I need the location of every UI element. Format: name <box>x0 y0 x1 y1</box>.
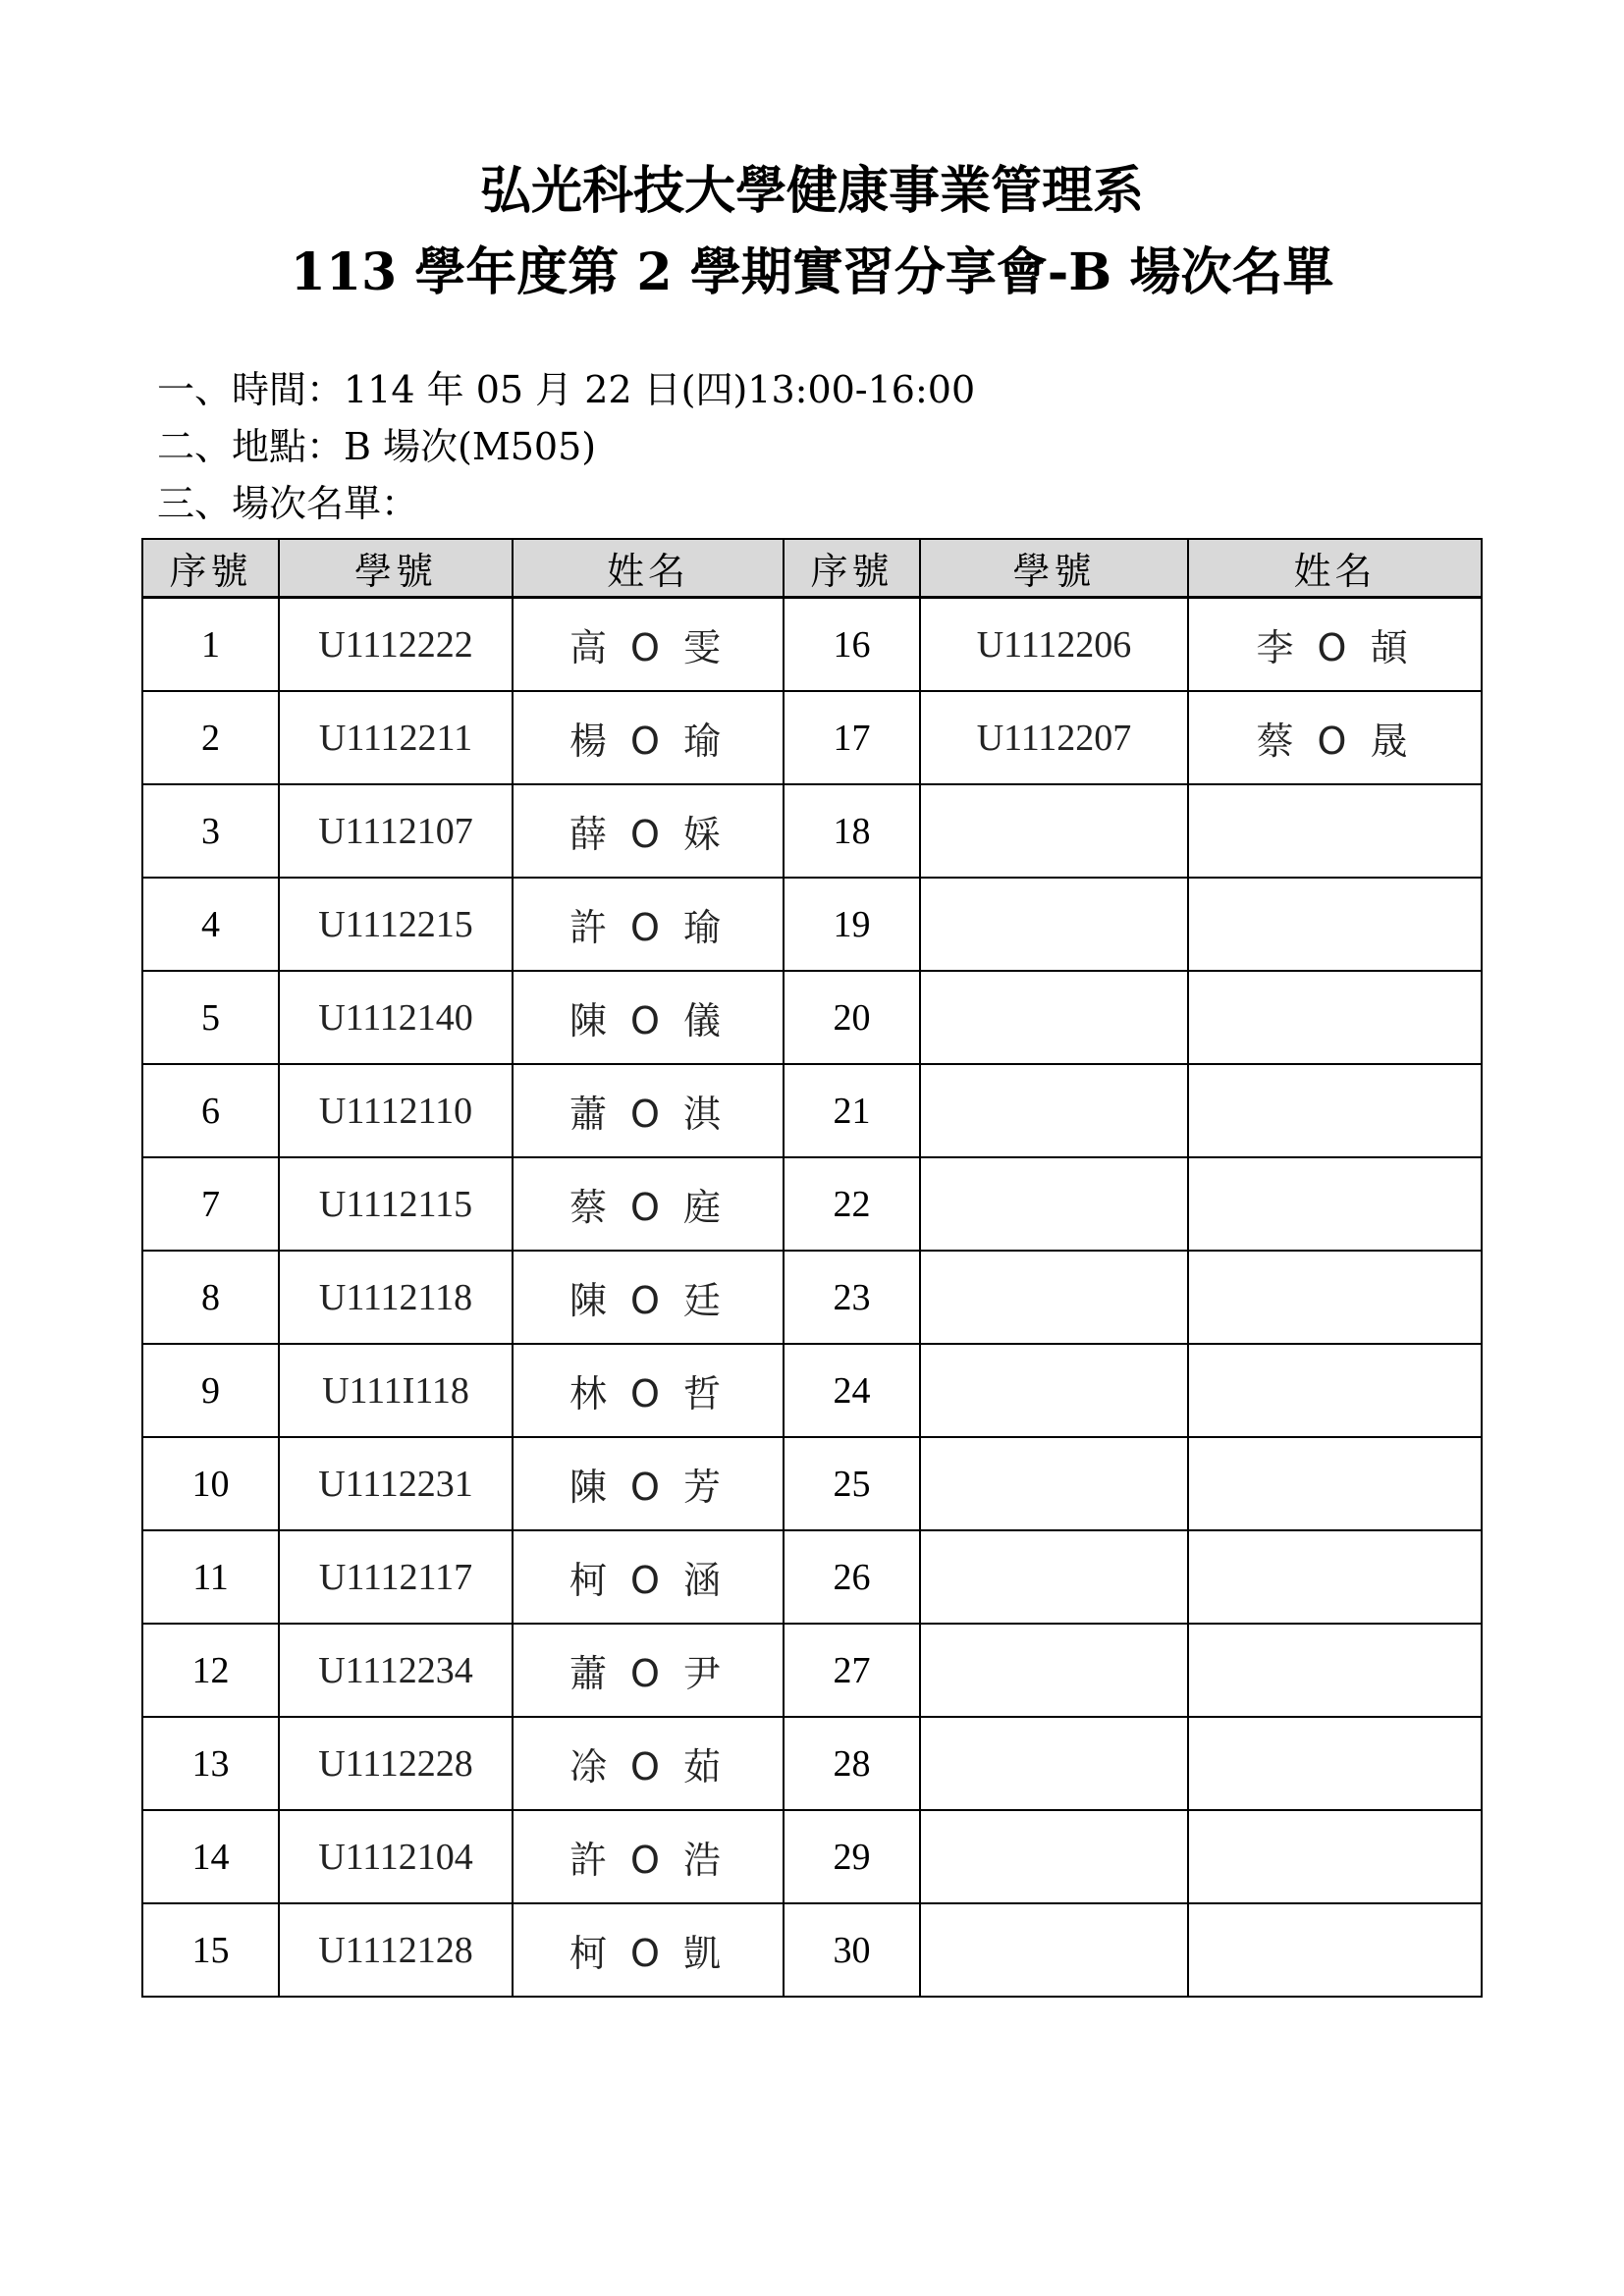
table-header-row <box>142 539 1482 598</box>
student-name-right-cell <box>1188 971 1482 1064</box>
table-row <box>142 1624 1482 1717</box>
student-name-right-cell: 蔡 O 晟 <box>1188 691 1482 784</box>
header-id-left: 學號 <box>279 539 513 598</box>
seq-left-cell: 13 <box>142 1717 279 1810</box>
student-id-right-cell <box>920 1064 1188 1157</box>
student-id-left-cell: U1112117 <box>279 1530 513 1624</box>
student-name-left-cell: 陳 O 芳 <box>513 1437 784 1530</box>
student-id-right-cell <box>920 971 1188 1064</box>
student-name-left-cell: 高 O 雯 <box>513 598 784 692</box>
header-name-right: 姓名 <box>1188 539 1482 598</box>
seq-left-cell: 1 <box>142 598 279 692</box>
header-seq-left: 序號 <box>142 539 279 598</box>
seq-right-cell: 28 <box>784 1717 920 1810</box>
student-id-right-cell <box>920 1437 1188 1530</box>
student-id-left-cell: U1112215 <box>279 878 513 971</box>
list-heading: 三、場次名單： <box>157 482 419 525</box>
student-name-right-cell <box>1188 1157 1482 1251</box>
time-line: 一、時間：114 年 05 月 22 日(四)13:00-16:00 <box>157 368 976 411</box>
location-line: 二、地點：B 場次(M505) <box>157 425 597 468</box>
student-id-left-cell: U1112115 <box>279 1157 513 1251</box>
student-name-left-cell: 薛 O 婇 <box>513 784 784 878</box>
student-name-right-cell <box>1188 1064 1482 1157</box>
student-name-right-cell <box>1188 784 1482 878</box>
table-row <box>142 971 1482 1064</box>
student-id-left-cell: U1112118 <box>279 1251 513 1344</box>
student-id-left-cell: U111I118 <box>279 1344 513 1437</box>
student-id-left-cell: U1112211 <box>279 691 513 784</box>
student-id-left-cell: U1112234 <box>279 1624 513 1717</box>
student-name-left-cell: 陳 O 廷 <box>513 1251 784 1344</box>
seq-right-cell: 25 <box>784 1437 920 1530</box>
student-name-right-cell <box>1188 878 1482 971</box>
seq-right-cell: 30 <box>784 1903 920 1997</box>
student-name-left-cell: 楊 O 瑜 <box>513 691 784 784</box>
student-name-right-cell: 李 O 頡 <box>1188 598 1482 692</box>
header-seq-right: 序號 <box>784 539 920 598</box>
student-name-right-cell <box>1188 1251 1482 1344</box>
seq-left-cell: 3 <box>142 784 279 878</box>
seq-left-cell: 6 <box>142 1064 279 1157</box>
seq-right-cell: 24 <box>784 1344 920 1437</box>
seq-right-cell: 17 <box>784 691 920 784</box>
seq-right-cell: 19 <box>784 878 920 971</box>
seq-left-cell: 15 <box>142 1903 279 1997</box>
student-id-left-cell: U1112110 <box>279 1064 513 1157</box>
student-id-left-cell: U1112107 <box>279 784 513 878</box>
student-name-left-cell: 蕭 O 淇 <box>513 1064 784 1157</box>
student-name-right-cell <box>1188 1810 1482 1903</box>
table-row <box>142 691 1482 784</box>
document-title: 弘光科技大學健康事業管理系 <box>479 161 1144 221</box>
seq-left-cell: 4 <box>142 878 279 971</box>
student-name-right-cell <box>1188 1344 1482 1437</box>
table-row <box>142 1903 1482 1997</box>
table-row <box>142 1437 1482 1530</box>
student-id-right-cell <box>920 1903 1188 1997</box>
student-id-right-cell <box>920 784 1188 878</box>
seq-left-cell: 7 <box>142 1157 279 1251</box>
seq-right-cell: 27 <box>784 1624 920 1717</box>
seq-right-cell: 18 <box>784 784 920 878</box>
seq-left-cell: 2 <box>142 691 279 784</box>
seq-left-cell: 8 <box>142 1251 279 1344</box>
seq-left-cell: 9 <box>142 1344 279 1437</box>
student-id-right-cell <box>920 1624 1188 1717</box>
student-id-left-cell: U1112128 <box>279 1903 513 1997</box>
student-name-right-cell <box>1188 1624 1482 1717</box>
seq-left-cell: 11 <box>142 1530 279 1624</box>
roster-body <box>142 598 1482 1998</box>
table-row <box>142 1717 1482 1810</box>
header-name-left: 姓名 <box>513 539 784 598</box>
student-id-left-cell: U1112140 <box>279 971 513 1064</box>
student-name-left-cell: 蔡 O 庭 <box>513 1157 784 1251</box>
student-id-right-cell <box>920 878 1188 971</box>
table-row <box>142 1344 1482 1437</box>
student-name-right-cell <box>1188 1530 1482 1624</box>
student-id-right-cell <box>920 1251 1188 1344</box>
student-id-left-cell: U1112231 <box>279 1437 513 1530</box>
seq-right-cell: 29 <box>784 1810 920 1903</box>
student-name-left-cell: 許 O 瑜 <box>513 878 784 971</box>
student-name-left-cell: 柯 O 涵 <box>513 1530 784 1624</box>
seq-left-cell: 12 <box>142 1624 279 1717</box>
student-id-right-cell <box>920 1530 1188 1624</box>
student-id-right-cell: U1112206 <box>920 598 1188 692</box>
student-id-left-cell: U1112222 <box>279 598 513 692</box>
table-row <box>142 1530 1482 1624</box>
student-name-left-cell: 蕭 O 尹 <box>513 1624 784 1717</box>
student-name-left-cell: 陳 O 儀 <box>513 971 784 1064</box>
table-row <box>142 1810 1482 1903</box>
seq-right-cell: 23 <box>784 1251 920 1344</box>
table-row <box>142 784 1482 878</box>
student-id-right-cell <box>920 1717 1188 1810</box>
table-row <box>142 878 1482 971</box>
table-row <box>142 598 1482 692</box>
student-name-left-cell: 許 O 浩 <box>513 1810 784 1903</box>
student-id-left-cell: U1112228 <box>279 1717 513 1810</box>
student-name-right-cell <box>1188 1717 1482 1810</box>
student-id-right-cell <box>920 1344 1188 1437</box>
student-name-right-cell <box>1188 1437 1482 1530</box>
student-name-right-cell <box>1188 1903 1482 1997</box>
seq-right-cell: 16 <box>784 598 920 692</box>
seq-left-cell: 14 <box>142 1810 279 1903</box>
student-id-left-cell: U1112104 <box>279 1810 513 1903</box>
seq-right-cell: 26 <box>784 1530 920 1624</box>
table-row <box>142 1064 1482 1157</box>
seq-right-cell: 22 <box>784 1157 920 1251</box>
student-name-left-cell: 凃 O 茹 <box>513 1717 784 1810</box>
student-name-left-cell: 林 O 哲 <box>513 1344 784 1437</box>
document-subtitle: 113 學年度第 2 學期實習分享會-B 場次名單 <box>290 242 1334 302</box>
table-row <box>142 1157 1482 1251</box>
roster-table <box>141 538 1483 1998</box>
seq-right-cell: 21 <box>784 1064 920 1157</box>
student-id-right-cell <box>920 1157 1188 1251</box>
header-id-right: 學號 <box>920 539 1188 598</box>
table-row <box>142 1251 1482 1344</box>
student-name-left-cell: 柯 O 凱 <box>513 1903 784 1997</box>
seq-left-cell: 5 <box>142 971 279 1064</box>
student-id-right-cell <box>920 1810 1188 1903</box>
student-id-right-cell: U1112207 <box>920 691 1188 784</box>
seq-right-cell: 20 <box>784 971 920 1064</box>
seq-left-cell: 10 <box>142 1437 279 1530</box>
